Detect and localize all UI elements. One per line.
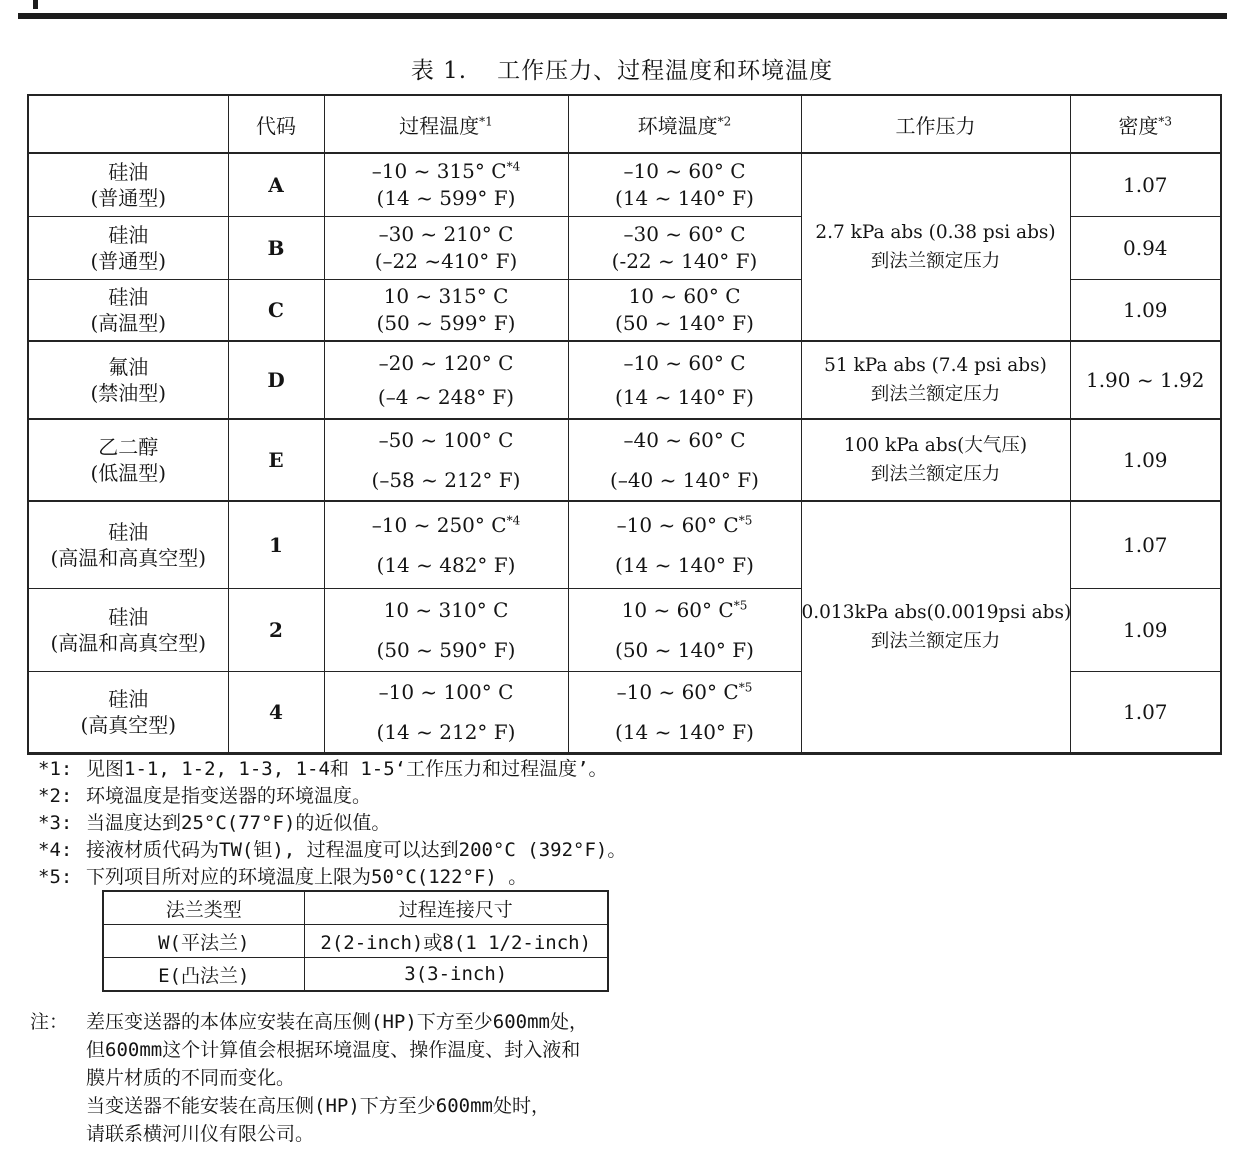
code-cell: 4 <box>228 672 324 754</box>
density-cell: 1.09 <box>1070 280 1221 342</box>
footnote-text: 当温度达到25°C(77°F)的近似值。 <box>86 812 391 834</box>
density-cell: 1.07 <box>1070 672 1221 754</box>
fluid-name-cell: 乙二醇 (低温型) <box>28 419 228 501</box>
table-title-text: 工作压力、过程温度和环境温度 <box>497 58 834 84</box>
section-divider-bar <box>18 13 1227 19</box>
ambient-temp-cell: –40 ~ 60° C (–40 ~ 140° F) <box>568 419 801 501</box>
ambient-temp-cell: –10 ~ 60° $C^{*5}$ (14 ~ 140° F) <box>568 501 801 589</box>
footnote <box>38 837 626 864</box>
ambient-temp-cell: –10 ~ 60° $C^{*5}$ (14 ~ 140° F) <box>568 672 801 754</box>
density-cell: 1.09 <box>1070 589 1221 672</box>
process-temp-cell: –10 ~ 250° $C^{*4}$ (14 ~ 482° F) <box>324 501 568 589</box>
flange-type-cell: W(平法兰) <box>103 925 304 958</box>
flange-row <box>103 925 608 958</box>
header-ambient-temp: 环境温度$^{*2}$ <box>568 95 801 153</box>
note-marker: 注： <box>30 1011 69 1033</box>
code-cell: B <box>228 217 324 280</box>
flange-header-size: 过程连接尺寸 <box>304 891 608 925</box>
footnote-list <box>38 756 626 891</box>
table-row <box>28 341 1221 419</box>
density-cell: 1.07 <box>1070 501 1221 589</box>
flange-row <box>103 958 608 992</box>
table-row <box>28 153 1221 217</box>
table-title <box>0 52 1244 85</box>
footnote-marker: *5: <box>38 866 73 888</box>
fluid-name-cell: 硅油 (高温和高真空型) <box>28 501 228 589</box>
flange-size-cell: 2(2-inch)或8(1 1/2-inch) <box>304 925 608 958</box>
pressure-cell: 51 kPa abs (7.4 psi abs) 到法兰额定压力 <box>801 341 1070 419</box>
code-cell: A <box>228 153 324 217</box>
footnote <box>38 810 626 837</box>
footnote-text: 下列项目所对应的环境温度上限为50°C(122°F) 。 <box>86 866 528 888</box>
density-cell: 0.94 <box>1070 217 1221 280</box>
pressure-cell: 2.7 kPa abs (0.38 psi abs) 到法兰额定压力 <box>801 153 1070 341</box>
footnote-marker: *1: <box>38 758 73 780</box>
header-process-temp: 过程温度$^{*1}$ <box>324 95 568 153</box>
process-temp-cell: 10 ~ 315° C (50 ~ 599° F) <box>324 280 568 342</box>
fluid-name-cell: 硅油 (普通型) <box>28 217 228 280</box>
process-temp-cell: –10 ~ 315° $C^{*4}$ (14 ~ 599° F) <box>324 153 568 217</box>
footnote <box>38 756 626 783</box>
header-code: 代码 <box>228 95 324 153</box>
spec-table <box>27 94 1222 755</box>
footnote-marker: *3: <box>38 812 73 834</box>
flange-header-type: 法兰类型 <box>103 891 304 925</box>
process-temp-cell: –20 ~ 120° C (–4 ~ 248° F) <box>324 341 568 419</box>
header-blank <box>28 95 228 153</box>
header-density: 密度$^{*3}$ <box>1070 95 1221 153</box>
density-cell: 1.09 <box>1070 419 1221 501</box>
process-temp-cell: 10 ~ 310° C (50 ~ 590° F) <box>324 589 568 672</box>
fluid-name-cell: 硅油 (高温型) <box>28 280 228 342</box>
ambient-temp-cell: 10 ~ 60° C (50 ~ 140° F) <box>568 280 801 342</box>
pressure-cell: 100 kPa abs(大气压) 到法兰额定压力 <box>801 419 1070 501</box>
code-cell: D <box>228 341 324 419</box>
process-temp-cell: –50 ~ 100° C (–58 ~ 212° F) <box>324 419 568 501</box>
header-pressure: 工作压力 <box>801 95 1070 153</box>
code-cell: C <box>228 280 324 342</box>
fluid-name-cell: 氟油 (禁油型) <box>28 341 228 419</box>
density-cell: 1.07 <box>1070 153 1221 217</box>
note-text: 差压变送器的本体应安装在高压侧(HP)下方至少600mm处， 但600mm这个计算值会根据环境温度、操作温度、封入液和 膜片材质的不同而变化。 当变送器不能安装在高压侧(HP)下方至少600mm处时， 请联系横河川仪有限公司。 <box>86 1011 588 1145</box>
ambient-temp-cell: –30 ~ 60° C (-22 ~ 140° F) <box>568 217 801 280</box>
fluid-name-cell: 硅油 (高温和高真空型) <box>28 589 228 672</box>
code-cell: 2 <box>228 589 324 672</box>
table-row <box>28 419 1221 501</box>
footnote-text: 接液材质代码为TW(钽), 过程温度可以达到200°C (392°F)。 <box>86 839 627 861</box>
ambient-temp-cell: 10 ~ 60° $C^{*5}$ (50 ~ 140° F) <box>568 589 801 672</box>
fluid-name-cell: 硅油 (高真空型) <box>28 672 228 754</box>
ambient-temp-cell: –10 ~ 60° C (14 ~ 140° F) <box>568 341 801 419</box>
code-cell: 1 <box>228 501 324 589</box>
density-cell: 1.90 ~ 1.92 <box>1070 341 1221 419</box>
table-title-label: 表 1. <box>410 58 468 84</box>
fluid-name-cell: 硅油 (普通型) <box>28 153 228 217</box>
ambient-temp-cell: –10 ~ 60° C (14 ~ 140° F) <box>568 153 801 217</box>
process-temp-cell: –30 ~ 210° C (–22 ~410° F) <box>324 217 568 280</box>
pressure-cell: 0.013kPa abs(0.0019psi abs) 到法兰额定压力 <box>801 501 1070 754</box>
table-row <box>28 501 1221 589</box>
footnote <box>38 864 626 891</box>
flange-table <box>102 890 609 992</box>
footnote-text: 环境温度是指变送器的环境温度。 <box>86 785 372 807</box>
flange-type-cell: E(凸法兰) <box>103 958 304 992</box>
code-cell: E <box>228 419 324 501</box>
footnote-marker: *4: <box>38 839 73 861</box>
spec-table-header-row <box>28 95 1221 153</box>
flange-size-cell: 3(3-inch) <box>304 958 608 992</box>
crop-mark <box>33 0 38 9</box>
footnote <box>38 783 626 810</box>
process-temp-cell: –10 ~ 100° C (14 ~ 212° F) <box>324 672 568 754</box>
note-block <box>30 1008 588 1148</box>
flange-header-row <box>103 891 608 925</box>
footnote-marker: *2: <box>38 785 73 807</box>
footnote-text: 见图1-1, 1-2, 1-3, 1-4和 1-5‘工作压力和过程温度’。 <box>86 758 608 780</box>
